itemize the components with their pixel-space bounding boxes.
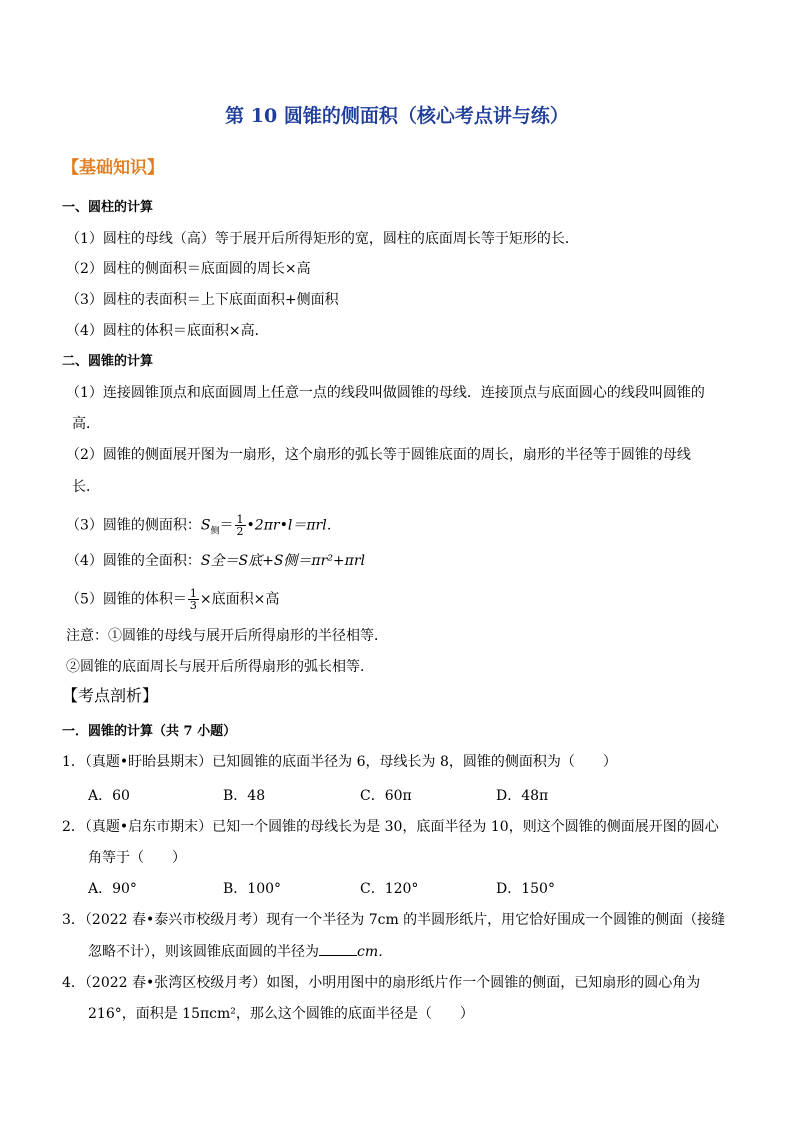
cone-item-5 [66,588,279,611]
q1-option-c: C．60π [360,788,412,804]
question-3-line-1: 3．（2022 春•泰兴市校级月考）现有一个半径为 7cm 的半圆形纸片，用它恰好围成一个圆锥的侧面（接缝 [62,912,726,928]
fraction-denominator: 2 [236,525,244,538]
fraction-numerator: 1 [189,587,197,600]
q2-option-c: C．120° [360,881,419,897]
cylinder-item-3: （3）圆柱的表面积＝上下底面面积+侧面积 [66,292,339,308]
cone-item-3-formula: •2πr•l＝πrl． [246,517,341,534]
cone-item-1-line-1: （1）连接圆锥顶点和底面圆周上任意一点的线段叫做圆锥的母线．连接顶点与底面圆心的线段叫圆锥的 [66,385,705,401]
cone-item-3 [66,514,341,541]
q3-line-2-prefix: 忽略不计），则该圆锥底面圆的半径为 [88,944,319,960]
cylinder-item-4: （4）圆柱的体积＝底面积×高． [66,323,269,339]
section-1-heading: 一．圆锥的计算（共 7 小题） [62,724,237,739]
q1-option-a: A．60 [88,788,130,804]
cone-heading: 二、圆锥的计算 [62,354,154,369]
total-area-formula: S全＝S底+S侧＝πr²+πrl [200,553,366,569]
cone-item-4 [66,551,365,571]
question-2-line-2: 角等于（ ） [88,850,186,866]
cone-item-2-line-1: （2）圆锥的侧面展开图为一扇形，这个扇形的弧长等于圆锥底面的周长，扇形的半径等于圆锥的母线 [66,447,691,463]
cone-item-2-line-2: 长． [72,479,100,495]
question-2-line-1: 2．（真题•启东市期末）已知一个圆锥的母线长为是 30，底面半径为 10，则这个圆锥的侧面展开图的圆心 [62,819,719,835]
note-1: 注意：①圆锥的母线与展开后所得扇形的半径相等． [66,628,388,644]
q1-option-d: D．48π [496,788,549,804]
page-title: 第 10 圆锥的侧面积（核心考点讲与练） [225,105,569,127]
cone-item-5-prefix: （5）圆锥的体积＝ [66,591,187,608]
q2-option-d: D．150° [496,881,555,897]
question-4-line-1: 4．（2022 春•张湾区校级月考）如图，小明用图中的扇形纸片作一个圆锥的侧面，已知扇形的圆心角为 [62,975,701,991]
note-2: ②圆锥的底面周长与展开后所得扇形的弧长相等． [66,659,374,675]
q2-option-b: B．100° [223,881,282,897]
equals-sign: ＝ [219,517,234,534]
cone-item-3-prefix: （3）圆锥的侧面积： [66,517,201,534]
fraction-denominator: 3 [189,599,197,612]
fraction-one-half [235,514,246,537]
cylinder-item-1: （1）圆柱的母线（高）等于展开后所得矩形的宽，圆柱的底面周长等于矩形的长． [66,231,579,247]
question-1: 1．（真题•盱眙县期末）已知圆锥的底面半径为 6，母线长为 8，圆锥的侧面积为（ ） [62,754,617,770]
cylinder-item-2: （2）圆柱的侧面积＝底面圆的周长×高 [66,261,311,277]
basic-knowledge-heading: 【基础知识】 [62,158,164,178]
q2-option-a: A．90° [88,881,137,897]
q1-option-b: B．48 [223,788,266,804]
cylinder-heading: 一、圆柱的计算 [62,200,154,215]
cone-item-1-line-2: 高． [72,416,100,432]
fraction-one-third [188,588,199,611]
cone-item-4-prefix: （4）圆锥的全面积： [66,553,201,569]
question-4-line-2: 216°，面积是 15πcm²，那么这个圆锥的底面半径是（ ） [88,1006,474,1022]
cone-item-5-suffix: ×底面积×高 [199,591,280,608]
lateral-area-symbol: S [200,517,211,534]
lateral-subscript: 侧 [210,526,220,537]
q3-unit: cm． [357,944,393,960]
question-3-line-2 [88,941,392,962]
fraction-numerator: 1 [236,513,244,526]
analysis-heading: 【考点剖析】 [62,686,159,705]
answer-blank[interactable] [319,941,357,956]
